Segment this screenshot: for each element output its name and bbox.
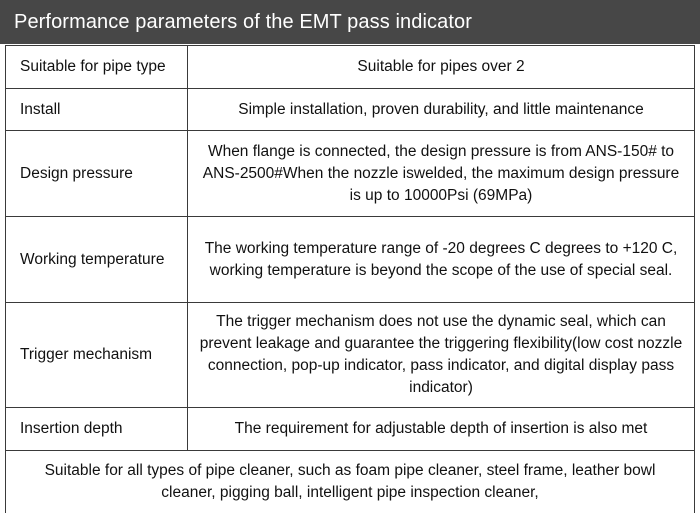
footer-note: Suitable for all types of pipe cleaner, such as foam pipe cleaner, steel frame, leather bowl cleaner, pigging ball, intelligent pipe inspection cleaner,	[6, 451, 695, 513]
table-row-design-pressure	[6, 131, 695, 217]
row-value: When flange is connected, the design pressure is from ANS-150# to ANS-2500#When the nozzle iswelded, the maximum design pressure is up to 10000Psi (69MPa)	[188, 131, 695, 217]
row-label: Suitable for pipe type	[6, 46, 188, 89]
row-label: Install	[6, 89, 188, 131]
table-row-footer	[6, 451, 695, 513]
row-value: The trigger mechanism does not use the dynamic seal, which can prevent leakage and guarantee the triggering flexibility(low cost nozzle connection, pop-up indicator, pass indicator, and digital display pass indicator)	[188, 303, 695, 408]
page-title: Performance parameters of the EMT pass indicator	[0, 0, 700, 44]
table-row-trigger-mechanism	[6, 303, 695, 408]
row-value: The working temperature range of -20 degrees C degrees to +120 C, working temperature is beyond the scope of the use of special seal.	[188, 217, 695, 303]
table-row-install	[6, 89, 695, 131]
table-row-insertion-depth	[6, 408, 695, 451]
row-value: Suitable for pipes over 2	[188, 46, 695, 89]
row-label: Insertion depth	[6, 408, 188, 451]
table-row-pipe-type	[6, 46, 695, 89]
spec-table	[5, 45, 695, 513]
row-label: Design pressure	[6, 131, 188, 217]
row-value: Simple installation, proven durability, and little maintenance	[188, 89, 695, 131]
row-value: The requirement for adjustable depth of insertion is also met	[188, 408, 695, 451]
row-label: Trigger mechanism	[6, 303, 188, 408]
table-row-working-temperature	[6, 217, 695, 303]
row-label: Working temperature	[6, 217, 188, 303]
